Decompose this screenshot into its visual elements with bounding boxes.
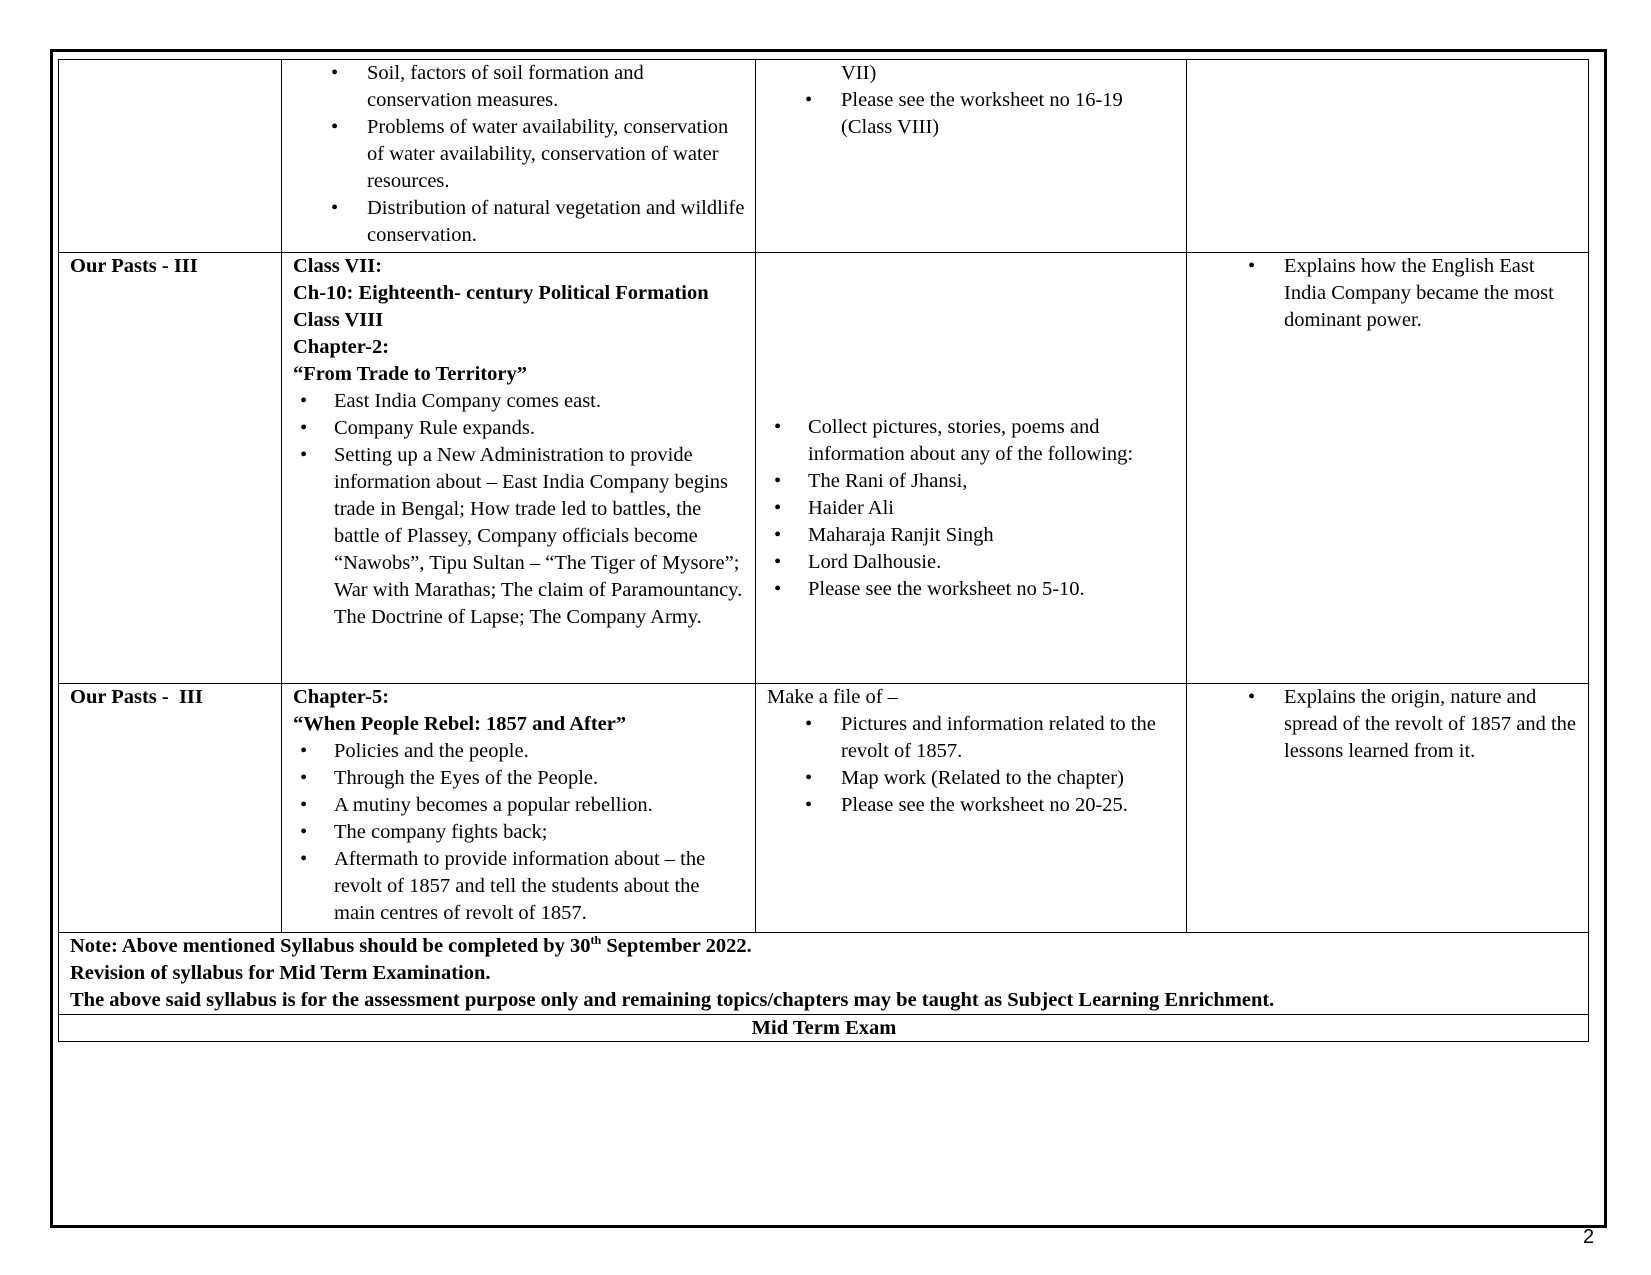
- topics-list: [293, 388, 745, 631]
- page-number: 2: [1583, 1226, 1595, 1248]
- list-item: • Setting up a New Administration to provide information about – East India Company begins trade in Bengal; How trade led to battles, the battle of Plassey, Company officials become “Nawobs”, Tipu Sultan – “The Tiger of Mysore”; War with Marathas; The claim of Paramountancy. The Doctrine of Lapse; The Company Army.: [293, 442, 745, 631]
- outcomes-list: [1198, 684, 1578, 765]
- activities-cell: [756, 684, 1187, 933]
- list-item: • Explains how the English East India Company became the most dominant power.: [1198, 253, 1578, 334]
- chapter-title: “When People Rebel: 1857 and After”: [293, 713, 627, 735]
- list-item: • Explains the origin, nature and spread of the revolt of 1857 and the lessons learned from it.: [1198, 684, 1578, 765]
- activity-intro: Make a file of –: [767, 686, 898, 708]
- chapter-heading: Chapter-2:: [293, 336, 390, 358]
- note-line-2: Revision of syllabus for Mid Term Examination.: [70, 962, 491, 984]
- list-item: • Collect pictures, stories, poems and information about any of the following:: [767, 414, 1176, 468]
- list-item: • Please see the worksheet no 5-10.: [767, 576, 1176, 603]
- activities-list: [767, 87, 1176, 141]
- list-item: • Please see the worksheet no 20-25.: [767, 792, 1176, 819]
- topics-cell: [282, 684, 756, 933]
- activities-list: [767, 414, 1176, 603]
- note-line-1: Note: Above mentioned Syllabus should be completed by 30th September 2022.: [70, 933, 752, 957]
- list-item: • Lord Dalhousie.: [767, 549, 1176, 576]
- list-item: • Haider Ali: [767, 495, 1176, 522]
- class-heading: Class VII:: [293, 255, 383, 277]
- list-item: • Map work (Related to the chapter): [767, 765, 1176, 792]
- table-row: [59, 1015, 1589, 1042]
- list-item: • Distribution of natural vegetation and wildlife conservation.: [293, 195, 745, 249]
- list-item: • The company fights back;: [293, 819, 745, 846]
- topics-list: [293, 60, 745, 249]
- list-item: • A mutiny becomes a popular rebellion.: [293, 792, 745, 819]
- outcomes-cell: [1187, 60, 1589, 253]
- table-row: [59, 60, 1589, 253]
- list-item: • Pictures and information related to the revolt of 1857.: [767, 711, 1176, 765]
- note-cell: [59, 933, 1589, 1015]
- outcomes-cell: [1187, 684, 1589, 933]
- activities-cell: [756, 253, 1187, 684]
- topics-cell: [282, 60, 756, 253]
- list-item: • Problems of water availability, conservation of water availability, conservation of water resources.: [293, 114, 745, 195]
- list-item: • The Rani of Jhansi,: [767, 468, 1176, 495]
- subject-cell: Our Pasts - III: [59, 253, 282, 684]
- subject-cell: [59, 60, 282, 253]
- list-item: • Please see the worksheet no 16-19 (Class VIII): [767, 87, 1176, 141]
- chapter-heading: Chapter-5:: [293, 686, 390, 708]
- list-item: • East India Company comes east.: [293, 388, 745, 415]
- list-item: • Company Rule expands.: [293, 415, 745, 442]
- note-line-3: The above said syllabus is for the assessment purpose only and remaining topics/chapters may be taught as Subject Learning Enrichment.: [70, 989, 1275, 1011]
- chapter-heading: Ch-10: Eighteenth- century Political Formation: [293, 282, 709, 304]
- continued-text: VII): [841, 62, 877, 84]
- class-heading: Class VIII: [293, 309, 384, 331]
- syllabus-table: [58, 59, 1589, 1042]
- list-item: • Soil, factors of soil formation and conservation measures.: [293, 60, 745, 114]
- chapter-title: “From Trade to Territory”: [293, 363, 527, 385]
- list-item: • Aftermath to provide information about – the revolt of 1857 and tell the students about the main centres of revolt of 1857.: [293, 846, 745, 927]
- table-row: [59, 684, 1589, 933]
- topics-cell: [282, 253, 756, 684]
- topics-list: [293, 738, 745, 927]
- outcomes-list: [1198, 253, 1578, 334]
- table-row: [59, 933, 1589, 1015]
- activities-cell: [756, 60, 1187, 253]
- subject-cell: Our Pasts - III: [59, 684, 282, 933]
- list-item: • Policies and the people.: [293, 738, 745, 765]
- list-item: • Through the Eyes of the People.: [293, 765, 745, 792]
- table-row: [59, 253, 1589, 684]
- activities-list: [767, 711, 1176, 819]
- outcomes-cell: [1187, 253, 1589, 684]
- list-item: • Maharaja Ranjit Singh: [767, 522, 1176, 549]
- exam-label: Mid Term Exam: [59, 1015, 1589, 1042]
